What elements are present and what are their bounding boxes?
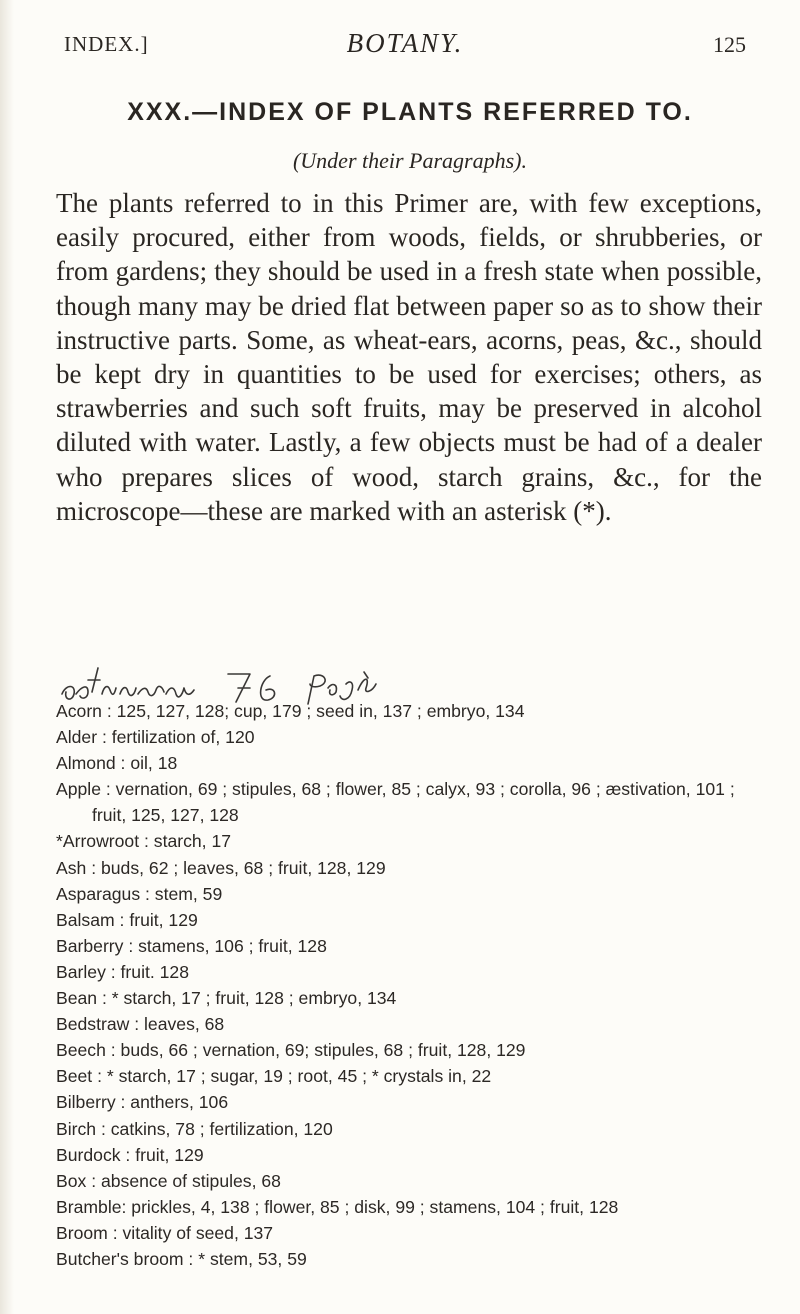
intro-paragraph: The plants referred to in this Primer are, with few exceptions, easily procured, either from woods, fields, or shrubberies, or from gardens; they should be used in a fresh state when possible, though many may be dried flat between paper so as to show their instructive parts. Some, as wheat-ears, acorns, peas, &c., should be kept dry in quantities to be used for exercises; others, as strawberries and such soft fruits, may be preserved in alcohol diluted with water. Lastly, a few objects must be had of a dealer who prepares slices of wood, starch grains, &c., for the microscope—these are marked with an asterisk (*). bbox=[56, 188, 762, 526]
index-entry: *Arrowroot : starch, 17 bbox=[56, 831, 232, 852]
index-entry: Almond : oil, 18 bbox=[56, 753, 178, 774]
index-entry: Ash : buds, 62 ; leaves, 68 ; fruit, 128, 129 bbox=[56, 857, 386, 878]
index-entry: Barley : fruit. 128 bbox=[56, 961, 189, 982]
index-entry: Burdock : fruit, 129 bbox=[56, 1144, 204, 1165]
index-entry: Box : absence of stipules, 68 bbox=[56, 1170, 281, 1191]
index-entry: Beet : * starch, 17 ; sugar, 19 ; root, 45 ; * crystals in, 22 bbox=[56, 1066, 492, 1087]
index-entry: Bedstraw : leaves, 68 bbox=[56, 1014, 225, 1035]
section-heading: XXX.—INDEX OF PLANTS REFERRED TO. bbox=[127, 98, 693, 126]
index-entry: Acorn : 125, 127, 128; cup, 179 ; seed in, 137 ; embryo, 134 bbox=[56, 701, 525, 721]
index-entry: Bilberry : anthers, 106 bbox=[56, 1092, 229, 1113]
index-entry: Balsam : fruit, 129 bbox=[56, 909, 198, 930]
section-subheading: (Under their Paragraphs). bbox=[292, 148, 528, 173]
index-entry: Apple : vernation, 69 ; stipules, 68 ; flower, 85 ; calyx, 93 ; corolla, 96 ; æstivation, 101 ; fruit, 125, 127, 128 bbox=[56, 779, 735, 826]
index-entry: Bean : * starch, 17 ; fruit, 128 ; embryo, 134 bbox=[56, 988, 397, 1009]
index-entry: Bramble: prickles, 4, 138 ; flower, 85 ; disk, 99 ; stamens, 104 ; fruit, 128 bbox=[56, 1196, 619, 1217]
page-spine-shadow bbox=[0, 0, 14, 1314]
index-entry: Beech : buds, 66 ; vernation, 69; stipules, 68 ; fruit, 128, 129 bbox=[56, 1040, 526, 1061]
index-entry: Birch : catkins, 78 ; fertilization, 120 bbox=[56, 1118, 333, 1139]
running-head-section: INDEX.] bbox=[64, 32, 149, 56]
running-head-title: BOTANY. bbox=[346, 28, 464, 58]
index-entry: Asparagus : stem, 59 bbox=[56, 883, 223, 904]
page-number: 125 bbox=[713, 32, 746, 57]
plant-index-list bbox=[56, 698, 768, 1272]
index-entry: Barberry : stamens, 106 ; fruit, 128 bbox=[56, 935, 327, 956]
index-entry: Butcher's broom : * stem, 53, 59 bbox=[56, 1248, 307, 1269]
index-entry: Alder : fertilization of, 120 bbox=[56, 727, 255, 748]
running-head bbox=[64, 28, 746, 62]
index-entry: Broom : vitality of seed, 137 bbox=[56, 1222, 274, 1243]
